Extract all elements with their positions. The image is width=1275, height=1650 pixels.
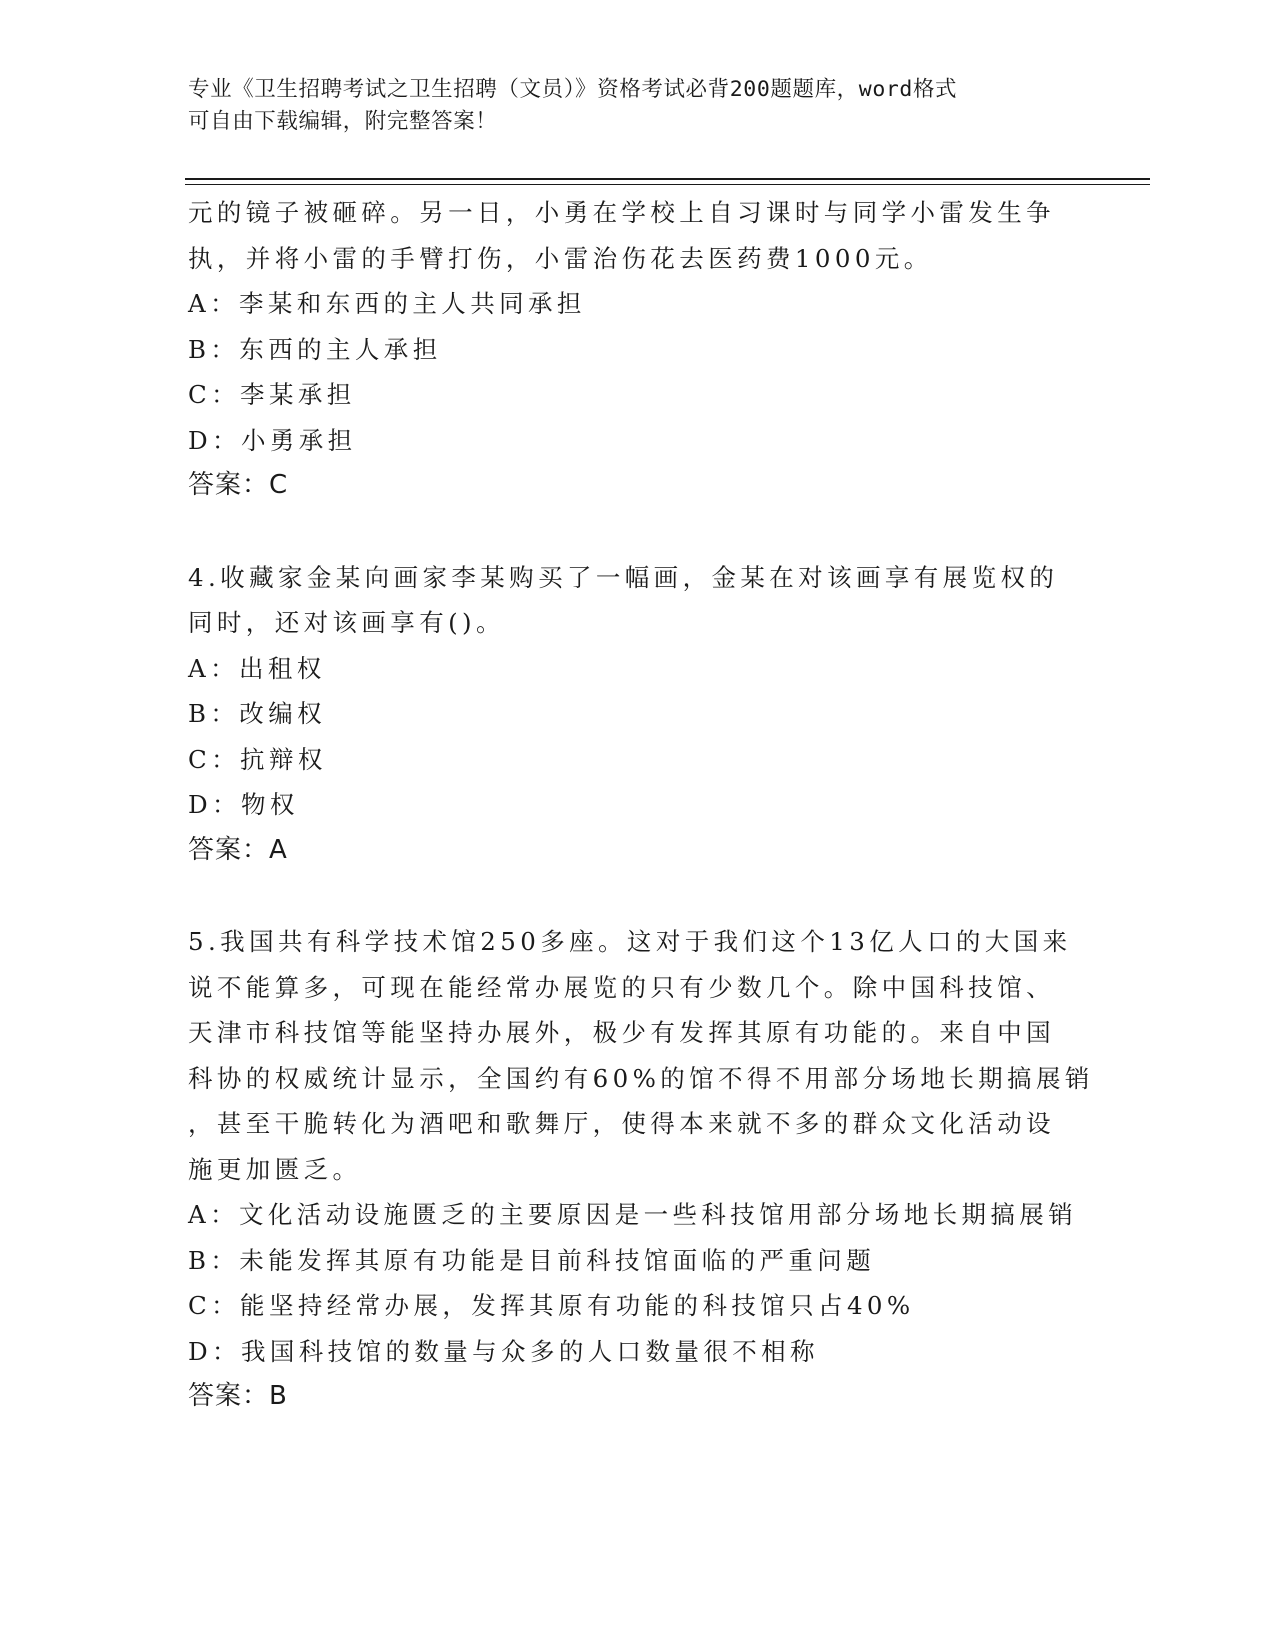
option-c: C：李某承担	[188, 380, 356, 409]
option-a: A：李某和东西的主人共同承担	[188, 289, 586, 318]
option-b: B：改编权	[188, 699, 327, 728]
question-list	[188, 190, 1094, 1420]
option-d: D：我国科技馆的数量与众多的人口数量很不相称	[188, 1336, 819, 1366]
question-stem-line: 同时，还对该画享有()。	[188, 608, 505, 637]
answer-label: 答案：A	[188, 834, 288, 865]
question-stem-line: 施更加匮乏。	[188, 1154, 362, 1184]
question-4	[188, 555, 1088, 874]
page-header	[188, 74, 1088, 138]
question-stem-line: ，甚至干脆转化为酒吧和歌舞厅，使得本来就不多的群众文化活动设	[188, 1109, 1055, 1138]
option-a: A：文化活动设施匮乏的主要原因是一些科技馆用部分场地长期搞展销	[188, 1200, 1078, 1229]
option-c: C：抗辩权	[188, 744, 327, 774]
header-divider-thin	[185, 184, 1150, 185]
question-stem-line: 元的镜子被砸碎。另一日，小勇在学校上自习课时与同学小雷发生争	[188, 198, 1055, 227]
option-b: B：东西的主人承担	[188, 334, 442, 364]
header-title-line-1: 专业《卫生招聘考试之卫生招聘（文员）》资格考试必背200题题库，word格式	[188, 77, 958, 102]
question-stem-line: 说不能算多，可现在能经常办展览的只有少数几个。除中国科技馆、	[188, 972, 1055, 1002]
option-c: C：能坚持经常办展，发挥其原有功能的科技馆只占40%	[188, 1291, 915, 1320]
option-d: D：物权	[188, 790, 299, 819]
option-b: B：未能发挥其原有功能是目前科技馆面临的严重问题	[188, 1245, 876, 1275]
question-stem-line: 天津市科技馆等能坚持办展外，极少有发挥其原有功能的。来自中国	[188, 1018, 1055, 1047]
answer-label: 答案：B	[188, 1381, 288, 1411]
question-stem-line: 4.收藏家金某向画家李某购买了一幅画，金某在对该画享有展览权的	[188, 562, 1059, 592]
question-spacer	[188, 509, 1088, 555]
question-stem-line: 执，并将小雷的手臂打伤，小雷治伤花去医药费1000元。	[188, 243, 933, 273]
option-a: A：出租权	[188, 653, 326, 683]
question-spacer	[188, 873, 1088, 919]
header-divider-thick	[185, 178, 1150, 180]
question-3	[188, 190, 1088, 509]
question-stem-line: 5.我国共有科学技术馆250多座。这对于我们这个13亿人口的大国来	[188, 927, 1072, 956]
question-5	[188, 919, 1094, 1420]
question-stem-line: 科协的权威统计显示，全国约有60%的馆不得不用部分场地长期搞展销	[188, 1063, 1094, 1093]
answer-label: 答案：C	[188, 470, 289, 500]
header-title-line-2: 可自由下载编辑，附完整答案！	[188, 109, 498, 134]
option-d: D：小勇承担	[188, 425, 357, 455]
